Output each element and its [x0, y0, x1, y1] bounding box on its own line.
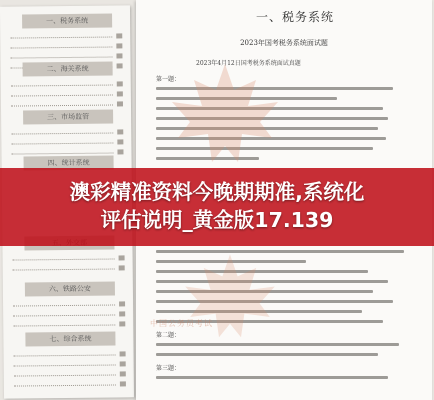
maple-leaf-watermark-icon [160, 60, 290, 170]
toc-section-header: 三、市场监管 [23, 110, 113, 125]
toc-entry [11, 101, 123, 108]
toc-entry [11, 91, 123, 98]
toc-list [14, 351, 126, 392]
watermark-text: 中国公务员考试 [150, 319, 213, 328]
toc-entry [14, 381, 126, 388]
title-banner [0, 168, 434, 246]
toc-section-header: 六、铁路公安 [25, 282, 115, 297]
document-title: 2023年国考税务系统面试题 [240, 39, 328, 47]
toc-entry [10, 33, 122, 40]
toc-entry [11, 81, 123, 88]
toc-section-header: 一、税务系统 [22, 14, 112, 29]
toc-entry [14, 351, 126, 358]
toc-entry [10, 53, 122, 60]
question-label: 第二题： [156, 332, 181, 339]
text-line [156, 353, 378, 356]
toc-entry [13, 321, 125, 328]
toc-section-header: 七、综合系统 [25, 332, 115, 347]
toc-entry [14, 361, 126, 368]
maple-leaf-watermark-icon [175, 250, 285, 345]
toc-list [11, 81, 123, 112]
question-label: 第一题： [156, 76, 181, 83]
toc-list [13, 255, 125, 276]
toc-entry [14, 371, 126, 378]
document-subtitle: 2023年4月12日国考税务系统面试真题 [196, 60, 301, 67]
toc-list [13, 301, 125, 332]
toc-entry [13, 301, 125, 308]
toc-section-header: 二、海关系统 [23, 62, 113, 77]
toc-entry [10, 43, 122, 50]
toc-entry [11, 139, 123, 146]
toc-entry [13, 255, 125, 262]
banner-title: 澳彩精准资料今晚期期准,系统化 评估说明_黄金版17.139 [69, 180, 365, 232]
question-label: 第三题： [156, 365, 181, 372]
toc-entry [11, 129, 123, 136]
text-line [156, 376, 388, 379]
toc-section-header: 四、统计系统 [24, 156, 114, 171]
document-heading: 一、税务系统 [256, 10, 335, 24]
toc-entry [13, 311, 125, 318]
toc-entry [13, 265, 125, 272]
